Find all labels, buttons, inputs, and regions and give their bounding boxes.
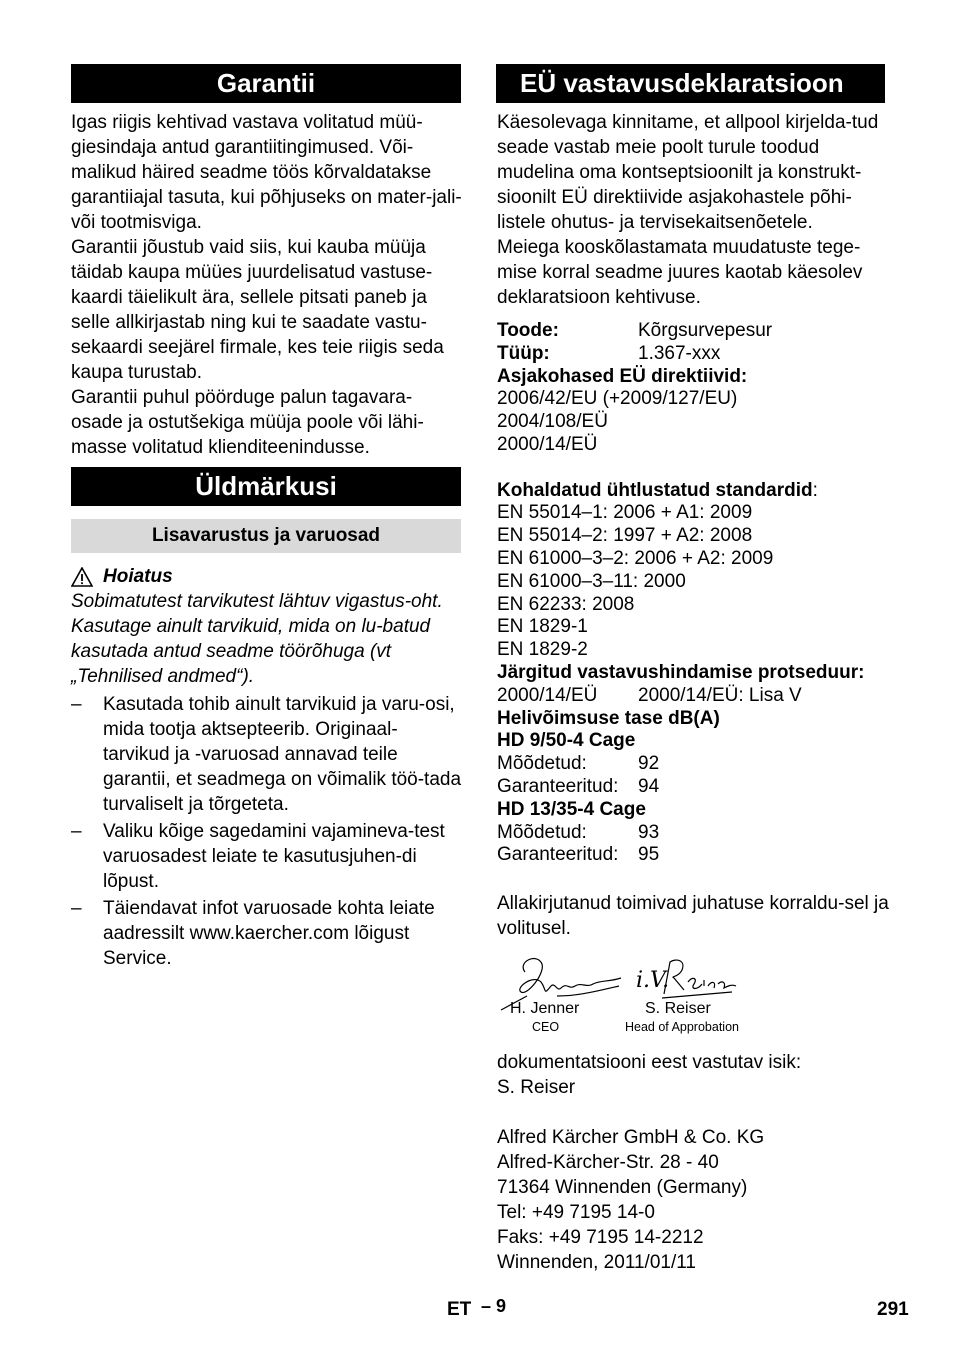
- address-line: Alfred Kärcher GmbH & Co. KG: [497, 1127, 765, 1148]
- declaration-paragraph: Käesolevaga kinnitame, et allpool kirjelda-tud seade vastab meie poolt turule toodud mudelina oma kontseptsioonilt ja konstrukt-sioonilt EÜ direktiivide asjakohastele põhi-listele ohutus- ja tervisekaitsenõetele.: [497, 112, 879, 233]
- footer-language: ET: [447, 1299, 472, 1320]
- address-line: Winnenden, 2011/01/11: [497, 1252, 696, 1273]
- address-block: [497, 1125, 889, 1275]
- procedure-right: 2000/14/EÜ: Lisa V: [638, 684, 802, 706]
- signed-paragraph: Allakirjutanud toimivad juhatuse korraldu-sel ja volitusel.: [497, 893, 889, 939]
- page-number: 291: [877, 1299, 909, 1320]
- accessory-bullets: [71, 692, 463, 973]
- garantii-paragraph: Igas riigis kehtivad vastava volitatud müü-giesindaja antud garantiitingimused. Või-malikud häired seadme töös kõrvaldatakse garantiiajal tasuta, kui põhjuseks on mater-jali- või tootmisviga.: [71, 112, 462, 233]
- measured-value: 92: [638, 753, 660, 775]
- standard-item: EN 61000–3–2: 2006 + A2: 2009: [497, 547, 774, 569]
- declaration-heading-text: EÜ vastavusdeklaratsioon: [520, 68, 844, 98]
- standard-item: EN 62233: 2008: [497, 593, 635, 615]
- directive-item: 2000/14/EÜ: [497, 433, 598, 455]
- address-line: Alfred-Kärcher-Str. 28 - 40: [497, 1152, 719, 1173]
- standard-item: EN 1829-1: [497, 616, 588, 638]
- product-label: Toode:: [497, 320, 559, 341]
- address-line: Faks: +49 7195 14-2212: [497, 1227, 704, 1248]
- list-item: – Valiku kõige sagedamini vajamineva-test varuosadest leiate te kasutusjuhen-di lõpust.: [71, 821, 445, 892]
- list-item: – Kasutada tohib ainult tarvikuid ja varu-osi, mida tootja aktsepteerib. Originaal-tarvikud ja -varuosad annavad teile garantii, et seadmega on võimalik töö-tada turvaliselt ja tõrgeteta.: [71, 694, 462, 815]
- procedure-label: Järgitud vastavushindamise protseduur:: [497, 661, 865, 683]
- type-value: 1.367-xxx: [638, 342, 721, 364]
- directive-item: 2004/108/EÜ: [497, 411, 608, 433]
- model-name: HD 13/35-4 Cage: [497, 798, 646, 820]
- signer1-role: CEO: [532, 1020, 560, 1034]
- guaranteed-label: Garanteeritud:: [497, 844, 619, 866]
- declaration-intro: [497, 110, 889, 310]
- footer-section: – 9: [481, 1296, 507, 1316]
- garantii-heading: [71, 64, 461, 103]
- standard-item: EN 1829-2: [497, 639, 588, 661]
- uldmarkusi-heading: [71, 467, 461, 506]
- declaration-paragraph: Meiega kooskõlastamata muudatuste tege-mise korral seadme juures kaotab käesolev deklaratsioon kehtivuse.: [497, 237, 863, 308]
- doc-person-label: dokumentatsiooni eest vastutav isik:: [497, 1052, 802, 1073]
- list-item-text: Täiendavat infot varuosade kohta leiate aadressilt www.kaercher.com lõigust Service.: [103, 898, 435, 969]
- signer2-role: Head of Approbation: [625, 1020, 739, 1034]
- warning-text: Sobimatutest tarvikutest lähtuv vigastus-oht. Kasutage ainult tarvikuid, mida on lu-batud kasutada antud seadme töörõhuga (vt „Tehnilised andmed“).: [71, 591, 443, 687]
- measured-value: 93: [638, 821, 660, 843]
- noise-label: Helivõimsuse tase dB(A): [497, 707, 720, 729]
- list-item: – Täiendavat infot varuosade kohta leiate aadressilt www.kaercher.com lõigust Service.: [71, 898, 435, 969]
- standard-item: EN 61000–3–11: 2000: [497, 570, 686, 592]
- warning-triangle-icon: [71, 567, 93, 587]
- standards-label: Kohaldatud ühtlustatud standardid: [497, 479, 813, 501]
- declaration-details: [497, 320, 907, 867]
- list-item-text: Valiku kõige sagedamini vajamineva-test varuosadest leiate te kasutusjuhen-di lõpust.: [103, 821, 445, 892]
- type-label: Tüüp:: [497, 342, 550, 364]
- signer2-prefix: i.V.: [636, 968, 670, 993]
- signer2-name: S. Reiser: [645, 1000, 711, 1017]
- guaranteed-label: Garanteeritud:: [497, 775, 619, 797]
- signed-text: [497, 891, 889, 941]
- signer1-name: H. Jenner: [510, 1000, 580, 1017]
- garantii-paragraph: Garantii puhul pöörduge palun tagavara-osade ja ostutšekiga müüja poole või lähi-masse volitatud klienditeenindusse.: [71, 387, 424, 458]
- guaranteed-value: 95: [638, 844, 660, 866]
- directive-item: 2006/42/EU (+2009/127/EU): [497, 388, 738, 410]
- lisavarustus-subheading-text: Lisavarustus ja varuosad: [151, 525, 381, 546]
- measured-label: Mõõdetud:: [497, 753, 587, 775]
- garantii-heading-text: Garantii: [216, 68, 316, 98]
- lisavarustus-subheading: [71, 519, 461, 553]
- directives-label: Asjakohased EÜ direktiivid:: [497, 365, 748, 387]
- garantii-body: [71, 110, 463, 460]
- address-line: Tel: +49 7195 14-0: [497, 1202, 655, 1223]
- model-name: HD 9/50-4 Cage: [497, 730, 636, 752]
- doc-person-block: [497, 1050, 889, 1100]
- product-value: Kõrgsurvepesur: [638, 320, 773, 341]
- list-item-text: Kasutada tohib ainult tarvikuid ja varu-osi, mida tootja aktsepteerib. Originaal-tarvikud ja -varuosad annavad teile garantii, et seadmega on võimalik töö-tada turvaliselt ja tõrgeteta.: [103, 694, 462, 815]
- standard-item: EN 55014–2: 1997 + A2: 2008: [497, 525, 753, 547]
- warning-label: Hoiatus: [103, 566, 173, 587]
- declaration-heading: [496, 64, 885, 103]
- uldmarkusi-heading-text: Üldmärkusi: [195, 471, 337, 501]
- warning-block: [71, 564, 463, 689]
- garantii-paragraph: Garantii jõustub vaid siis, kui kauba müüja täidab kaupa müües juurdelisatud vastuse-kaardi täielikult ära, sellele pitsati paneb ja selle allkirjastab ning kui te saadate vastu-sekaardi seejärel firmale, kes teie riigis seda kaupa turustab.: [71, 237, 444, 383]
- standard-item: EN 55014–1: 2006 + A1: 2009: [497, 502, 753, 524]
- procedure-left: 2000/14/EÜ: [497, 684, 598, 706]
- address-line: 71364 Winnenden (Germany): [497, 1177, 748, 1198]
- measured-label: Mõõdetud:: [497, 821, 587, 843]
- standards-colon: :: [812, 479, 818, 501]
- signature-reiser: [658, 956, 738, 1001]
- guaranteed-value: 94: [638, 775, 660, 797]
- doc-person-name: S. Reiser: [497, 1077, 576, 1098]
